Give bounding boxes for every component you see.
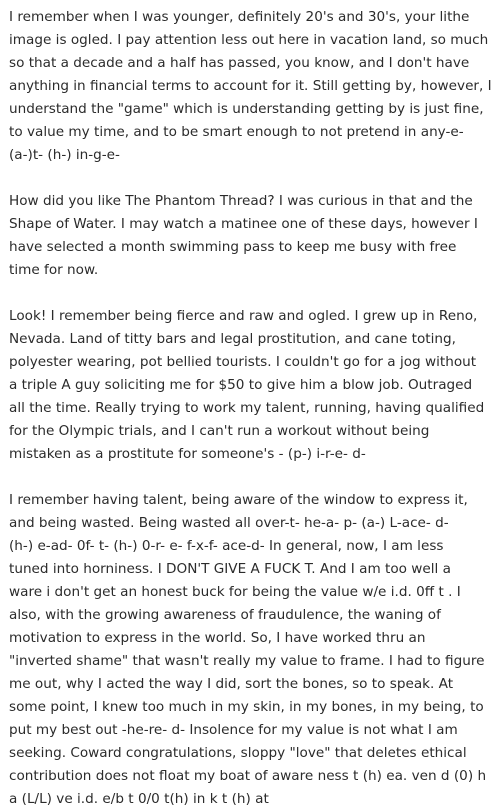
paragraph-spacer bbox=[9, 282, 498, 305]
text-line: I remember when I was younger, definitely 20's and 30's, your lithe bbox=[9, 9, 470, 25]
text-line: anything in financial terms to account for it. Still getting by, however, I bbox=[9, 78, 492, 94]
text-line: put my best out -he-re- d- Insolence for my value is not what I am bbox=[9, 722, 458, 738]
text-line: tuned into horniness. I DON'T GIVE A FUCK T. And I am too well a bbox=[9, 561, 451, 577]
text-line: a (L/L) ve i.d. e/b t 0/0 t(h) in k t (h) at bbox=[9, 791, 269, 807]
text-line: mistaken as a prostitute for someone's - (p-) i-r-e- d- bbox=[9, 446, 366, 462]
text-line: Nevada. Land of titty bars and legal prostitution, and cane toting, bbox=[9, 331, 456, 347]
text-line: seeking. Coward congratulations, sloppy "love" that deletes ethical bbox=[9, 745, 467, 761]
text-line: (h-) e-ad- 0f- t- (h-) 0-r- e- f-x-f- ace-d- In general, now, I am less bbox=[9, 538, 444, 554]
text-line: time for now. bbox=[9, 262, 99, 278]
paragraph-3 bbox=[9, 305, 498, 466]
text-line: understand the "game" which is understanding getting by is just fine, bbox=[9, 101, 484, 117]
text-line: ware i don't get an honest buck for being the value w/e i.d. 0ff t . I bbox=[9, 584, 461, 600]
text-line: also, with the growing awareness of fraudulence, the waning of bbox=[9, 607, 441, 623]
text-line: and being wasted. Being wasted all over-t- he-a- p- (a-) L-ace- d- bbox=[9, 515, 449, 531]
text-line: for the Olympic trials, and I can't run a workout without being bbox=[9, 423, 430, 439]
text-line: me out, why I acted the way I did, sort the bones, so to speak. At bbox=[9, 676, 454, 692]
text-line: all the time. Really trying to work my talent, running, having qualified bbox=[9, 400, 485, 416]
text-line: so that a decade and a half has passed, you know, and I don't have bbox=[9, 55, 470, 71]
text-line: a triple A guy soliciting me for $50 to give him a blow job. Outraged bbox=[9, 377, 473, 393]
text-line: motivation to express in the world. So, I have worked thru an bbox=[9, 630, 426, 646]
text-line: polyester wearing, pot bellied tourists. I couldn't go for a jog without bbox=[9, 354, 477, 370]
paragraph-spacer bbox=[9, 167, 498, 190]
text-line: have selected a month swimming pass to keep me busy with free bbox=[9, 239, 457, 255]
text-line: to value my time, and to be smart enough to not pretend in any-e- bbox=[9, 124, 464, 140]
text-line: some point, I knew too much in my skin, in my bones, in my being, to bbox=[9, 699, 484, 715]
paragraph-spacer bbox=[9, 466, 498, 489]
text-line: Shape of Water. I may watch a matinee one of these days, however I bbox=[9, 216, 478, 232]
paragraph-4 bbox=[9, 489, 498, 811]
text-line: Look! I remember being fierce and raw and ogled. I grew up in Reno, bbox=[9, 308, 478, 324]
text-line: I remember having talent, being aware of the window to express it, bbox=[9, 492, 468, 508]
text-line: (a-)t- (h-) in-g-e- bbox=[9, 147, 120, 163]
text-line: How did you like The Phantom Thread? I was curious in that and the bbox=[9, 193, 473, 209]
paragraph-2 bbox=[9, 190, 498, 282]
text-line: "inverted shame" that wasn't really my value to frame. I had to figure bbox=[9, 653, 485, 669]
text-line: contribution does not float my boat of aware ness t (h) ea. ven d (0) h bbox=[9, 768, 487, 784]
text-line: image is ogled. I pay attention less out here in vacation land, so much bbox=[9, 32, 489, 48]
paragraph-1 bbox=[9, 6, 498, 167]
